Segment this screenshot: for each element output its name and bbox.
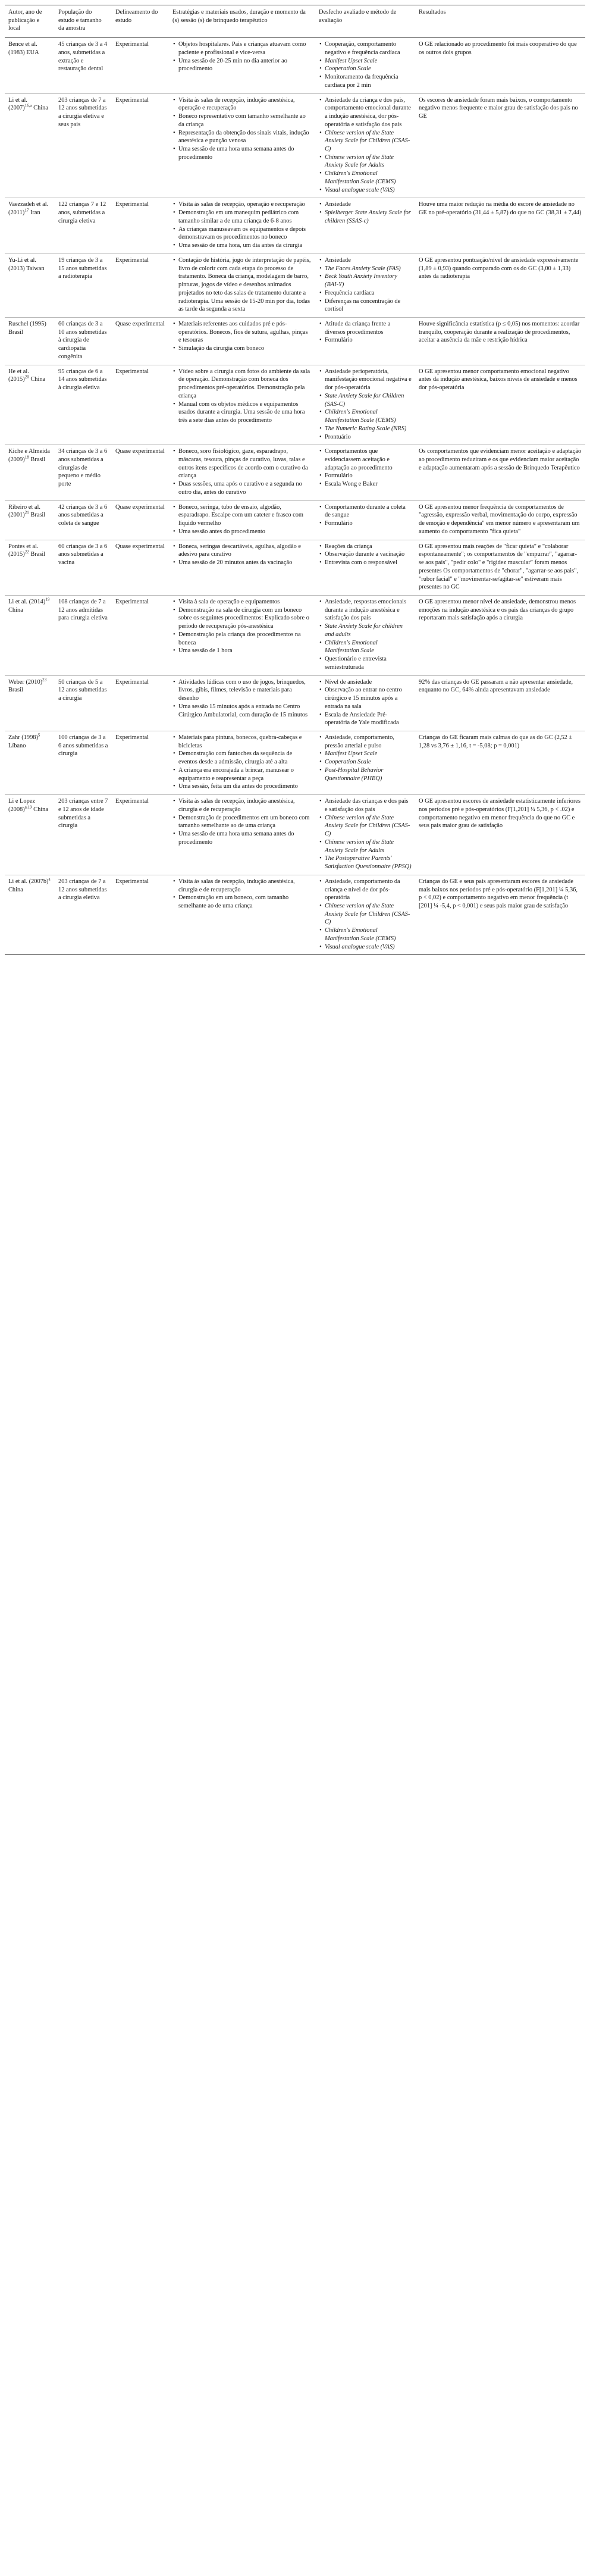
strategy-item: • Visita às salas de recepção, indução anestésica, cirurgia e de recuperação bbox=[178, 878, 312, 894]
reference-marker: 5 bbox=[37, 733, 40, 738]
outcome-item: • Escala Wong e Baker bbox=[325, 480, 412, 489]
cell-design: Experimental bbox=[115, 734, 149, 741]
cell-author bbox=[5, 596, 55, 676]
outcomes-list bbox=[319, 256, 412, 314]
outcome-item: • Manifest Upset Scale bbox=[325, 750, 412, 758]
cell-results: O GE apresentou mais reações de "ficar quieta" e "colaborar espontaneamente"; os comportamentos de "empurrar", "agarrar-se aos pais", "pedir colo" e "rigidez muscular" foram menos presentes Os comportamentos de "chorar", "agarrar-se aos pais", "rubor facial" e "movimentar-se/agitar-se" estiveram mais presentes no GC bbox=[419, 543, 579, 591]
table-row bbox=[5, 795, 585, 875]
author-name: Ribeiro et al. (2001) bbox=[8, 503, 40, 519]
cell-outcomes bbox=[315, 731, 415, 795]
outcome-item: • Ansiedade da criança e dos pais, comportamento emocional durante a indução anestésica, dor pós-operatória e satisfação dos pais bbox=[325, 96, 412, 129]
outcome-item: • Diferenças na concentração de cortisol bbox=[325, 298, 412, 314]
outcome-item: • Ansiedade, comportamento, pressão arterial e pulso bbox=[325, 734, 412, 750]
table-row bbox=[5, 93, 585, 198]
cell-results: Crianças do GE e seus pais apresentaram escores de ansiedade mais baixos nos períodos pré e pós-operatório (F[1,201] ¼ 5,36, p < 0,02) e comportamento negativo em menor frequência (t [201] ¼ -5,4, p < 0,001) e seus pais maior grau de satisfação bbox=[419, 878, 578, 909]
table-row bbox=[5, 596, 585, 676]
outcomes-list bbox=[319, 40, 412, 89]
outcomes-list bbox=[319, 320, 412, 345]
table-body bbox=[5, 38, 585, 955]
outcome-item: • Comportamento durante a coleta de sangue bbox=[325, 503, 412, 519]
cell-results: Crianças do GE ficaram mais calmas do que as do GC (2,52 ± 1,28 vs 3,76 ± 1,16, t = -5,08; p = 0,001) bbox=[419, 734, 573, 749]
cell-strategies bbox=[169, 540, 315, 595]
cell-author bbox=[5, 198, 55, 253]
cell-author bbox=[5, 317, 55, 365]
strategy-item: • Simulação da cirurgia com boneco bbox=[178, 345, 312, 353]
strategy-item: • Objetos hospitalares. Pais e crianças atuavam como paciente e profissional e vice-versa bbox=[178, 40, 312, 57]
cell-population: 100 crianças de 3 a 6 anos submetidas a cirurgia bbox=[58, 734, 108, 758]
header-row bbox=[5, 5, 585, 38]
strategies-list bbox=[172, 40, 312, 73]
cell-outcomes bbox=[315, 500, 415, 540]
table-row bbox=[5, 38, 585, 93]
cell-design: Experimental bbox=[115, 878, 149, 885]
cell-strategies bbox=[169, 675, 315, 731]
strategy-item: • Demonstração em um boneco, com tamanho semelhante ao de uma criança bbox=[178, 894, 312, 910]
cell-outcomes bbox=[315, 875, 415, 955]
table-row bbox=[5, 253, 585, 317]
cell-results: Houve uma maior redução na média do escore de ansiedade no GE no pré-operatório (31,44 ± 5,87) do que no GC (38,31 ± 7,44) bbox=[419, 201, 582, 217]
author-name: Kiche e Almeida (2009) bbox=[8, 448, 50, 463]
author-place: China bbox=[33, 806, 48, 813]
cell-population: 95 crianças de 6 a 14 anos submetidas à cirurgia eletiva bbox=[58, 368, 107, 392]
cell-population: 203 crianças de 7 a 12 anos submetidas a cirurgia eletiva bbox=[58, 878, 107, 902]
outcome-item: • Ansiedade bbox=[325, 256, 412, 265]
table-row bbox=[5, 445, 585, 500]
cell-strategies bbox=[169, 731, 315, 795]
strategy-item: • Representação da obtenção dos sinais vitais, indução anestésica e punção venosa bbox=[178, 129, 312, 145]
strategy-item: • Uma sessão 15 minutos após a entrada no Centro Cirúrgico Ambulatorial, com duração de 15 minutos bbox=[178, 703, 312, 719]
author-name: Vaezzadeh et al. (2011) bbox=[8, 201, 49, 217]
cell-author bbox=[5, 540, 55, 595]
strategy-item: • Boneca, seringas descartáveis, agulhas, algodão e adesivo para curativo bbox=[178, 543, 312, 559]
strategy-item: • Uma sessão de 1 hora bbox=[178, 647, 312, 655]
outcome-item: • Atitude da criança frente a diversos procedimentos bbox=[325, 320, 412, 336]
table-row bbox=[5, 875, 585, 955]
cell-author bbox=[5, 731, 55, 795]
reference-marker: 21 bbox=[24, 510, 29, 515]
author-place: Brasil bbox=[30, 551, 46, 558]
strategy-item: • Demonstração pela criança dos procedimentos na boneca bbox=[178, 631, 312, 647]
cell-design: Experimental bbox=[115, 599, 149, 605]
cell-outcomes bbox=[315, 675, 415, 731]
outcome-item: • Post-Hospital Behavior Questionnaire (PHBQ) bbox=[325, 766, 412, 782]
table-row bbox=[5, 675, 585, 731]
outcome-item: • Questionário e entrevista semiestruturada bbox=[325, 655, 412, 671]
reference-marker: 16,a bbox=[24, 103, 32, 108]
strategies-list bbox=[172, 320, 312, 353]
strategy-item: • Uma sessão de uma hora, um dia antes da cirurgia bbox=[178, 242, 312, 250]
author-name: Bence et al. (1983) EUA bbox=[8, 41, 39, 56]
outcome-item: • Ansiedade bbox=[325, 201, 412, 209]
reference-marker: 20 bbox=[24, 374, 29, 380]
outcome-item: • Children's Emotional Manifestation Scale (CEMS) bbox=[325, 170, 412, 186]
outcome-item: • Children's Emotional Manifestation Scale (CEMS) bbox=[325, 408, 412, 424]
strategy-item: • Uma sessão de 20 minutos antes da vacinação bbox=[178, 559, 312, 567]
outcome-item: • Observação durante a vacinação bbox=[325, 550, 412, 559]
outcome-item: • The Faces Anxiety Scale (FAS) bbox=[325, 265, 412, 273]
cell-author bbox=[5, 93, 55, 198]
table-row bbox=[5, 198, 585, 253]
outcome-item: • Ansiedade, comportamento da criança e nível de dor pós-operatória bbox=[325, 878, 412, 902]
author-name: Ruschel (1995) Brasil bbox=[8, 320, 46, 336]
cell-author bbox=[5, 253, 55, 317]
cell-results: O GE apresentou menor nível de ansiedade, demonstrou menos emoções na indução anestésica e os pais das crianças do grupo reportaram mais satisfação após a cirurgia bbox=[419, 599, 576, 622]
cell-strategies bbox=[169, 795, 315, 875]
table-row bbox=[5, 731, 585, 795]
cell-results: O GE relacionado ao procedimento foi mais cooperativo do que os outros dois grupos bbox=[419, 41, 577, 56]
cell-design: Experimental bbox=[115, 201, 149, 208]
outcome-item: • The Numeric Rating Scale (NRS) bbox=[325, 425, 412, 433]
cell-population: 203 crianças de 7 a 12 anos submetidas a cirurgia eletiva e seus pais bbox=[58, 96, 107, 128]
outcome-item: • Observação ao entrar no centro cirúrgico e 15 minutos após a entrada na sala bbox=[325, 686, 412, 710]
cell-population: 42 crianças de 3 a 6 anos submetidas a coleta de sangue bbox=[58, 503, 108, 527]
outcome-item: • State Anxiety Scale for children and adults bbox=[325, 622, 412, 638]
author-name: Li et al. (2007b) bbox=[8, 878, 49, 885]
outcome-item: • Monitoramento da frequência cardíaca por 2 min bbox=[325, 73, 412, 89]
outcome-item: • Ansiedade perioperatória, manifestação emocional negativa e dor pós-operatória bbox=[325, 368, 412, 392]
cell-design: Experimental bbox=[115, 678, 149, 686]
cell-outcomes bbox=[315, 445, 415, 500]
cell-results: Houve significância estatística (p ≤ 0,05) nos momentos: acordar tranquilo, cooperação durante a realização de procedimentos, aceitar a ausência da mãe e restrição hídrica bbox=[419, 320, 580, 344]
outcome-item: • Escala de Ansiedade Pré-operatória de Yale modificada bbox=[325, 711, 412, 727]
cell-design: Experimental bbox=[115, 41, 149, 48]
outcome-item: • Chinese version of the State Anxiety Scale for Adults bbox=[325, 154, 412, 170]
cell-outcomes bbox=[315, 198, 415, 253]
cell-population: 122 crianças 7 e 12 anos, submetidas a cirurgia eletiva bbox=[58, 201, 106, 224]
strategy-item: • Materiais referentes aos cuidados pré e pós-operatórios. Bonecos, fios de sutura, agulhas, pinças e tesouras bbox=[178, 320, 312, 345]
strategies-list bbox=[172, 543, 312, 567]
reference-marker: a,19 bbox=[24, 805, 32, 810]
outcome-item: • Visual analogue scale (VAS) bbox=[325, 943, 412, 951]
outcome-item: • Children's Emotional Manifestation Scale bbox=[325, 639, 412, 655]
author-place: China bbox=[8, 886, 23, 893]
strategy-item: • Contação de história, jogo de interpretação de papéis, livro de colorir com cada etapa do processo de tratamento. Boneca da criança, modelagem de barro, pinturas, jogos de vídeo e desenhos animados projetados no teto das salas de tratamento durante a radioterapia. Uma sessão de 15-20 min por dia, todas as tarde da segunda a sexta bbox=[178, 256, 312, 314]
outcome-item: • Chinese version of the State Anxiety Scale for Children (CSAS-C) bbox=[325, 129, 412, 154]
cell-population: 45 crianças de 3 a 4 anos, submetidas a extração e restauração dental bbox=[58, 41, 108, 73]
table-header bbox=[5, 5, 585, 38]
strategies-list bbox=[172, 503, 312, 536]
strategy-item: • Demonstração na sala de cirurgia com um boneco sobre os seguintes procedimentos: Explicado sobre o período de recuperação pós-anestésica bbox=[178, 606, 312, 631]
strategies-list bbox=[172, 734, 312, 791]
document bbox=[5, 5, 585, 955]
outcome-item: • Formulário bbox=[325, 519, 412, 528]
author-name: Li e Lopez (2008) bbox=[8, 798, 36, 813]
cell-design: Experimental bbox=[115, 798, 149, 805]
author-name: He et al. (2015) bbox=[8, 368, 29, 383]
outcome-item: • Reações da criança bbox=[325, 543, 412, 551]
outcomes-list bbox=[319, 678, 412, 727]
cell-outcomes bbox=[315, 596, 415, 676]
cell-population: 60 crianças de 3 a 6 anos submetidas a vacina bbox=[58, 543, 108, 566]
author-place: Brasil bbox=[30, 456, 46, 463]
cell-population: 60 crianças de 3 a 10 anos submetidas à cirurgia de cardiopatia congênita bbox=[58, 320, 107, 360]
outcomes-list bbox=[319, 598, 412, 672]
cell-results: O GE apresentou pontuação/nível de ansiedade expressivamente (1,89 ± 0,93) quando comparado com os do GC (3,00 ± 1,33) antes da radioterapia bbox=[419, 256, 579, 280]
strategy-item: • Uma sessão antes do procedimento bbox=[178, 528, 312, 536]
cell-population: 50 crianças de 5 a 12 anos submetidas a cirurgia bbox=[58, 678, 107, 702]
strategy-item: • Materiais para pintura, bonecos, quebra-cabeças e bicicletas bbox=[178, 734, 312, 750]
strategies-list bbox=[172, 878, 312, 910]
outcome-item: • Children's Emotional Manifestation Scale (CEMS) bbox=[325, 927, 412, 943]
strategy-item: • A criança era encorajada a brincar, manusear o equipamento e reapresentar a peça bbox=[178, 766, 312, 782]
outcome-item: • Comportamentos que evidenciassem aceitação e adaptação ao procedimento bbox=[325, 447, 412, 472]
cell-author bbox=[5, 38, 55, 93]
cell-outcomes bbox=[315, 540, 415, 595]
strategy-item: • Demonstração em um manequim pediátrico com tamanho similar a de uma criança de 6-8 anos bbox=[178, 209, 312, 225]
strategy-item: • Boneco, soro fisiológico, gaze, esparadrapo, máscaras, tesoura, pinças de curativo, luvas, talas e outros itens específicos de acordo com o curativo da criança bbox=[178, 447, 312, 480]
outcomes-list bbox=[319, 797, 412, 871]
author-name: Yu-Li et al. (2013) Taiwan bbox=[8, 256, 45, 272]
reference-marker: 18 bbox=[24, 455, 29, 460]
header-outcomes: Desfecho avaliado e método de avaliação bbox=[315, 5, 415, 38]
strategy-item: • Uma sessão de uma hora uma semana antes do procedimento bbox=[178, 145, 312, 161]
reference-marker: 17 bbox=[24, 208, 29, 213]
strategy-item: • Uma sessão de uma hora uma semana antes do procedimento bbox=[178, 830, 312, 846]
header-author: Autor, ano de publicação e local bbox=[5, 5, 55, 38]
cell-strategies bbox=[169, 365, 315, 445]
cell-author bbox=[5, 675, 55, 731]
outcome-item: • Manifest Upset Scale bbox=[325, 57, 412, 65]
cell-design: Quase experimental bbox=[115, 320, 165, 327]
author-place: China bbox=[8, 606, 23, 614]
author-place: Líbano bbox=[8, 742, 26, 749]
cell-outcomes bbox=[315, 93, 415, 198]
strategies-list bbox=[172, 201, 312, 249]
cell-author bbox=[5, 500, 55, 540]
strategy-item: • Visita às salas de recepção, operação e recuperação bbox=[178, 201, 312, 209]
cell-population: 34 crianças de 3 a 6 anos submetidas a cirurgias de pequeno e médio porte bbox=[58, 448, 108, 488]
author-name: Li et al. (2007) bbox=[8, 96, 28, 112]
outcome-item: • The Postoperative Parents' Satisfaction Questionnaire (PPSQ) bbox=[325, 855, 412, 871]
cell-design: Quase experimental bbox=[115, 448, 165, 455]
outcome-item: • Visual analogue scale (VAS) bbox=[325, 186, 412, 195]
reference-marker: 23 bbox=[42, 677, 47, 683]
outcome-item: • Formulário bbox=[325, 336, 412, 345]
header-results: Resultados bbox=[415, 5, 585, 38]
cell-strategies bbox=[169, 500, 315, 540]
cell-strategies bbox=[169, 596, 315, 676]
outcomes-list bbox=[319, 543, 412, 567]
author-name: Weber (2010) bbox=[8, 678, 43, 686]
strategy-item: • Demonstração com fantoches da sequência de eventos desde a admissão, cirurgia até a alta bbox=[178, 750, 312, 766]
author-name: Zahr (1998) bbox=[8, 734, 38, 741]
table-row bbox=[5, 540, 585, 595]
cell-author bbox=[5, 795, 55, 875]
cell-outcomes bbox=[315, 38, 415, 93]
strategy-item: • Atividades lúdicas com o uso de jogos, brinquedos, livros, gibis, filmes, televisão e materiais para desenho bbox=[178, 678, 312, 703]
reference-marker: 19 bbox=[45, 597, 50, 602]
outcome-item: • Cooperação, comportamento negativo e frequência cardíaca bbox=[325, 40, 412, 57]
author-name: Li et al. (2014) bbox=[8, 599, 46, 605]
table-row bbox=[5, 500, 585, 540]
cell-design: Quase experimental bbox=[115, 503, 165, 511]
cell-results: O GE apresentou menor frequência de comportamentos de "agressão, expressão verbal, movimentação do corpo, expressão de emoção e dependência" em menor número e apresentaram um aumento do comportamento "fica quieta" bbox=[419, 503, 580, 535]
cell-design: Experimental bbox=[115, 256, 149, 264]
outcome-item: • Entrevista com o responsável bbox=[325, 559, 412, 567]
strategy-item: • Manual com os objetos médicos e equipamentos usados durante a cirurgia. Uma sessão de uma hora três a sete dias antes do procedimento bbox=[178, 400, 312, 425]
cell-design: Experimental bbox=[115, 368, 149, 375]
outcome-item: • Cooperation Scale bbox=[325, 758, 412, 766]
outcome-item: • Prontuário bbox=[325, 433, 412, 442]
strategy-item: • Demonstração de procedimentos em um boneco com tamanho semelhante ao de uma criança bbox=[178, 814, 312, 830]
outcome-item: • State Anxiety Scale for Children (SAS-C) bbox=[325, 392, 412, 408]
cell-outcomes bbox=[315, 795, 415, 875]
strategy-item: • Uma sessão, feita um dia antes do procedimento bbox=[178, 782, 312, 791]
cell-author bbox=[5, 365, 55, 445]
strategy-item: • Visita à sala de operação e equipamentos bbox=[178, 598, 312, 606]
outcome-item: • Nível de ansiedade bbox=[325, 678, 412, 687]
strategy-item: • Boneco representativo com tamanho semelhante ao da criança bbox=[178, 112, 312, 129]
cell-strategies bbox=[169, 317, 315, 365]
cell-strategies bbox=[169, 875, 315, 955]
outcomes-list bbox=[319, 96, 412, 195]
cell-strategies bbox=[169, 198, 315, 253]
strategy-item: • As crianças manuseavam os equipamentos e depois demonstravam os procedimentos no boneco bbox=[178, 226, 312, 242]
outcome-item: • Ansiedade, respostas emocionais durante a indução anestésica e satisfação dos pais bbox=[325, 598, 412, 622]
cell-results: Os escores de ansiedade foram mais baixos, o comportamento negativo menos frequente e maior grau de satisfação dos pais no GE bbox=[419, 96, 578, 120]
cell-results: 92% das crianças do GE passaram a não apresentar ansiedade, enquanto no GC, 64% ainda apresentavam ansiedade bbox=[419, 678, 573, 694]
cell-design: Experimental bbox=[115, 96, 149, 104]
outcomes-list bbox=[319, 201, 412, 225]
cell-author bbox=[5, 875, 55, 955]
outcome-item: • Chinese version of the State Anxiety Scale for Adults bbox=[325, 838, 412, 855]
author-place: Brasil bbox=[8, 687, 23, 694]
strategies-list bbox=[172, 598, 312, 655]
cell-population: 203 crianças entre 7 e 12 anos de idade submetidas a cirurgia bbox=[58, 798, 108, 830]
author-place: Iran bbox=[30, 209, 40, 217]
cell-design: Quase experimental bbox=[115, 543, 165, 550]
outcome-item: • Chinese version of the State Anxiety Scale for Children (CSAS-C) bbox=[325, 814, 412, 838]
strategy-item: • Boneco, seringa, tubo de ensaio, algodão, esparadrapo. Escalpe com um cateter e frasco com líquido vermelho bbox=[178, 503, 312, 528]
cell-results: Os comportamentos que evidenciam menor aceitação e adaptação ao procedimento reduziram e os que evidenciam maior aceitação e adaptação aumentaram após a sessão de Brinquedo Terapêutico bbox=[419, 448, 582, 471]
outcomes-list bbox=[319, 734, 412, 782]
strategies-list bbox=[172, 96, 312, 162]
outcome-item: • Formulário bbox=[325, 472, 412, 480]
author-place: China bbox=[30, 376, 46, 383]
outcome-item: • Frequência cardíaca bbox=[325, 289, 412, 298]
reference-marker: 22 bbox=[24, 549, 29, 555]
outcome-item: • Cooperation Scale bbox=[325, 65, 412, 73]
strategies-list bbox=[172, 678, 312, 719]
table-row bbox=[5, 317, 585, 365]
outcomes-list bbox=[319, 878, 412, 951]
reference-marker: a bbox=[48, 877, 51, 882]
author-place: China bbox=[33, 105, 48, 112]
header-strategies: Estratégias e materiais usados, duração e momento da (s) sessão (s) de brinquedo terapêutico bbox=[169, 5, 315, 38]
outcome-item: • Spielberger State Anxiety Scale for children (SSAS-c) bbox=[325, 209, 412, 225]
cell-strategies bbox=[169, 38, 315, 93]
cell-author bbox=[5, 445, 55, 500]
strategies-list bbox=[172, 368, 312, 425]
outcomes-list bbox=[319, 447, 412, 489]
outcome-item: • Chinese version of the State Anxiety Scale for Children (CSAS-C) bbox=[325, 902, 412, 927]
studies-table bbox=[5, 5, 585, 955]
strategies-list bbox=[172, 256, 312, 314]
strategy-item: • Uma sessão de 20-25 min no dia anterior ao procedimento bbox=[178, 57, 312, 73]
cell-population: 108 crianças de 7 a 12 anos admitidas para cirurgia eletiva bbox=[58, 599, 108, 622]
header-population: População do estudo e tamanho da amostra bbox=[55, 5, 112, 38]
table-row bbox=[5, 365, 585, 445]
strategy-item: • Visita às salas de recepção, indução anestésica, operação e recuperação bbox=[178, 96, 312, 112]
strategies-list bbox=[172, 447, 312, 496]
cell-results: O GE apresentou menor comportamento emocional negativo antes da indução anestésica, baixos níveis de ansiedade e menos dor pós-operatória bbox=[419, 368, 578, 392]
outcomes-list bbox=[319, 503, 412, 528]
cell-strategies bbox=[169, 253, 315, 317]
outcomes-list bbox=[319, 368, 412, 442]
outcome-item: • Beck Youth Anxiety Inventory (BAI-Y) bbox=[325, 273, 412, 289]
strategies-list bbox=[172, 797, 312, 846]
strategy-item: • Vídeo sobre a cirurgia com fotos do ambiente da sala de operação. Demonstração com boneca dos procedimentos pré-operatórios. Demonstração pela criança bbox=[178, 368, 312, 400]
author-place: Brasil bbox=[30, 512, 46, 519]
cell-results: O GE apresentou escores de ansiedade estatisticamente inferiores nos períodos pré e pós-operatórios (F[1,201] ¼ 5,36, p < .02) e comportamento negativo em menor frequência do que no GC e seus pais maior grau de satisfação bbox=[419, 798, 581, 830]
cell-population: 19 crianças de 3 a 15 anos submetidas a radioterapia bbox=[58, 256, 107, 280]
cell-outcomes bbox=[315, 365, 415, 445]
cell-strategies bbox=[169, 445, 315, 500]
author-name: Pontes et al. (2015) bbox=[8, 543, 39, 558]
strategy-item: • Duas sessões, uma após o curativo e a segunda no outro dia, antes do curativo bbox=[178, 480, 312, 496]
strategy-item: • Visita às salas de recepção, indução anestésica, cirurgia e de recuperação bbox=[178, 797, 312, 813]
outcome-item: • Ansiedade das crianças e dos pais e satisfação dos pais bbox=[325, 797, 412, 813]
cell-strategies bbox=[169, 93, 315, 198]
cell-outcomes bbox=[315, 253, 415, 317]
cell-outcomes bbox=[315, 317, 415, 365]
header-design: Delineamento do estudo bbox=[112, 5, 169, 38]
